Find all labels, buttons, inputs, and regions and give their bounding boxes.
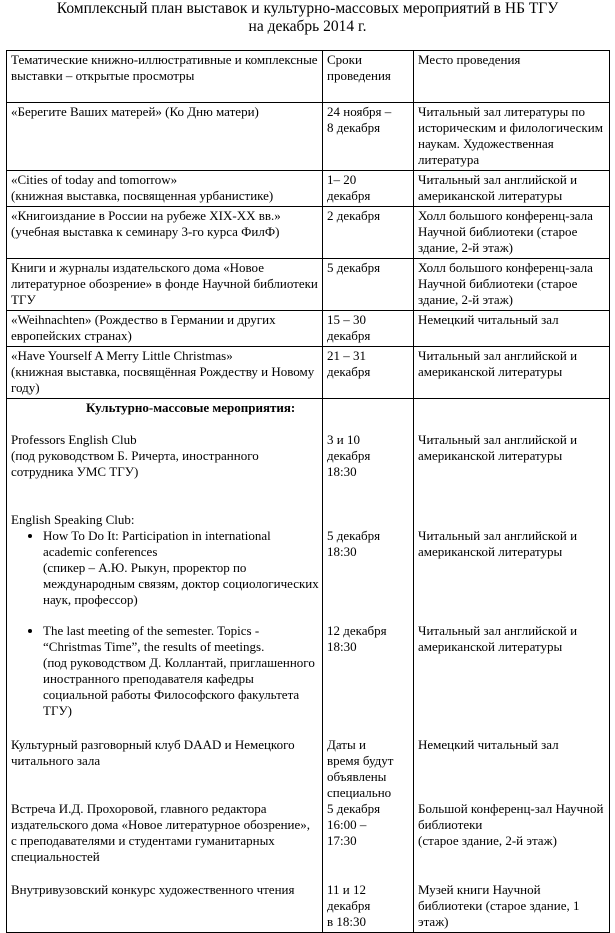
daad-club-place: Немецкий читальный зал	[418, 737, 559, 752]
table-header-row	[7, 51, 610, 103]
table-row	[7, 347, 610, 399]
professors-club-place: Читальный зал английской и американской литературы	[418, 432, 578, 463]
events-dates-cell	[323, 399, 414, 933]
events-section-title: Культурно-массовые мероприятия:	[86, 400, 296, 415]
daad-club: Культурный разговорный клуб DAAD и Немецкого читального зала	[11, 737, 295, 768]
contest-place: Музей книги Научной библиотеки (старое здание, 1 этаж)	[418, 882, 580, 929]
contest-dates: 11 и 12 декабря в 18:30	[327, 882, 371, 929]
table-row	[7, 207, 610, 259]
exhibition-dates: 5 декабря	[323, 259, 414, 311]
meeting-dates: 5 декабря 16:00 – 17:30	[327, 801, 381, 848]
speaking-club-item1-place: Читальный зал английской и американской литературы	[418, 528, 578, 559]
speaking-club-list	[11, 528, 319, 737]
header-place: Место проведения	[414, 51, 610, 103]
exhibition-name: «Have Yourself A Merry Little Christmas» (книжная выставка, посвящённая Рождеству и Новому году)	[7, 347, 323, 399]
exhibition-dates: 15 – 30 декабря	[323, 311, 414, 347]
exhibition-dates: 24 ноября – 8 декабря	[323, 103, 414, 171]
reading-contest: Внутривузовский конкурс художественного чтения	[11, 882, 295, 897]
table-row	[7, 103, 610, 171]
title-line-2: на декабрь 2014 г.	[248, 18, 367, 35]
professors-club-sub: (под руководством Б. Ричерта, иностранного сотрудника УМС ТГУ)	[11, 448, 259, 479]
exhibition-name: «Книгоиздание в России на рубеже XIX-XX вв.» (учебная выставка к семинару 3-го курса ФилФ)	[7, 207, 323, 259]
table-row-events	[7, 399, 610, 933]
header-exhibitions: Тематические книжно-иллюстративные и комплексные выставки – открытые просмотры	[7, 51, 323, 103]
events-place-cell	[414, 399, 610, 933]
exhibition-place: Немецкий читальный зал	[414, 311, 610, 347]
exhibition-place: Читальный зал английской и американской литературы	[414, 171, 610, 207]
title-line-1: Комплексный план выставок и культурно-массовых мероприятий в НБ ТГУ	[56, 0, 559, 17]
speaking-club	[11, 512, 319, 737]
exhibition-place: Читальный зал английской и американской литературы	[414, 347, 610, 399]
exhibition-dates: 2 декабря	[323, 207, 414, 259]
professors-club	[11, 432, 319, 512]
exhibition-name: «Weihnachten» (Рождество в Германии и других европейских странах)	[7, 311, 323, 347]
speaking-club-item1-dates: 5 декабря 18:30	[327, 528, 381, 559]
meeting-place: Большой конференц-зал Научной библиотеки (старое здание, 2-й этаж)	[418, 801, 604, 848]
speaking-club-item2-dates: 12 декабря 18:30	[327, 623, 387, 654]
table-row	[7, 259, 610, 311]
exhibition-place: Холл большого конференц-зала Научной библиотеки (старое здание, 2-й этаж)	[414, 259, 610, 311]
list-item: • How To Do It: Participation in international academic conferences (спикер – А.Ю. Рыкун, проректор по международным связям, доктор социологических наук, профессор)	[43, 528, 319, 623]
exhibition-name: «Cities of today and tomorrow» (книжная выставка, посвященная урбанистике)	[7, 171, 323, 207]
speaking-club-item2-place: Читальный зал английской и американской литературы	[418, 623, 578, 654]
speaking-club-name: English Speaking Club:	[11, 512, 135, 527]
table-row	[7, 171, 610, 207]
professors-club-name: Professors English Club	[11, 432, 137, 447]
events-cell	[7, 399, 323, 933]
table-row	[7, 311, 610, 347]
editor-meeting: Встреча И.Д. Прохоровой, главного редактора издательского дома «Новое литературное обозрение», с преподавателями и студентами гуманитарных специальностей	[11, 801, 311, 864]
exhibition-place: Читальный зал литературы по историческим и филологическим наукам. Художественная литература	[414, 103, 610, 171]
list-item: • The last meeting of the semester. Topics - “Christmas Time”, the results of meetings. (под руководством Д. Коллантай, приглашенного иностранного преподавателя кафедры социальной работы Философского факультета ТГУ)	[43, 623, 319, 737]
plan-table	[6, 50, 610, 933]
professors-club-dates: 3 и 10 декабря 18:30	[327, 432, 371, 479]
exhibition-name: Книги и журналы издательского дома «Новое литературное обозрение» в фонде Научной библиотеки ТГУ	[7, 259, 323, 311]
document-title	[0, 0, 615, 36]
exhibition-dates: 1– 20 декабря	[323, 171, 414, 207]
exhibition-place: Холл большого конференц-зала Научной библиотеки (старое здание, 2-й этаж)	[414, 207, 610, 259]
header-dates: Сроки проведения	[323, 51, 414, 103]
exhibition-dates: 21 – 31 декабря	[323, 347, 414, 399]
daad-club-dates: Даты и время будут объявлены специально	[327, 737, 394, 800]
exhibition-name: «Берегите Ваших матерей» (Ко Дню матери)	[7, 103, 323, 171]
